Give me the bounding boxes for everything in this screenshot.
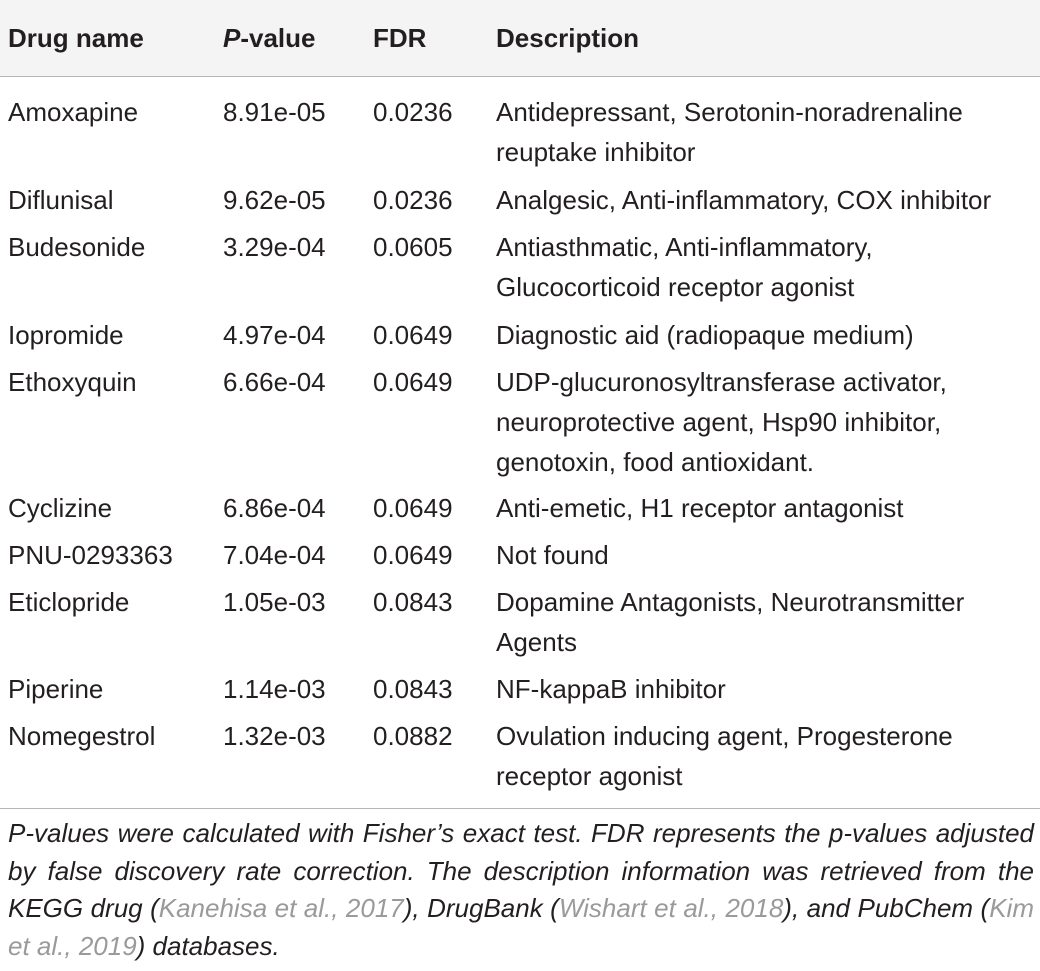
cell-p-value: 6.86e-04: [223, 493, 326, 523]
cell-drug-name: Nomegestrol: [8, 721, 156, 751]
cell-fdr: 0.0882: [373, 721, 453, 751]
cell-description-line: Dopamine Antagonists, Neurotransmitter: [496, 587, 965, 617]
cell-fdr: 0.0649: [373, 493, 453, 523]
cell-drug-name: Cyclizine: [8, 493, 113, 523]
cell-drug-name: Eticlopride: [8, 587, 130, 617]
cell-fdr: 0.0843: [373, 587, 453, 617]
cell-description-line: reuptake inhibitor: [496, 137, 696, 167]
cell-p-value: 9.62e-05: [223, 185, 326, 215]
cell-fdr: 0.0236: [373, 185, 453, 215]
header-fdr: FDR: [373, 23, 427, 53]
header-p-value: [223, 18, 316, 58]
cell-p-value: 4.97e-04: [223, 320, 326, 350]
header-p-italic: P: [223, 23, 241, 53]
cell-description-line: Glucocorticoid receptor agonist: [496, 272, 855, 302]
cell-drug-name: Iopromide: [8, 320, 124, 350]
footnote-ref-kim[interactable]: Kim et al., 2019: [8, 893, 1034, 961]
cell-description-line: Not found: [496, 540, 609, 570]
cell-description-line: UDP-glucuronosyltransferase activator,: [496, 367, 947, 397]
cell-description-line: receptor agonist: [496, 761, 683, 791]
cell-drug-name: Piperine: [8, 674, 104, 704]
cell-description-line: Anti-emetic, H1 receptor antagonist: [496, 493, 904, 523]
cell-fdr: 0.0843: [373, 674, 453, 704]
header-p-rest: -value: [240, 23, 316, 53]
cell-fdr: 0.0605: [373, 232, 453, 262]
table-footnote: [8, 815, 1034, 965]
cell-description-line: genotoxin, food antioxidant.: [496, 447, 815, 477]
cell-drug-name: Diflunisal: [8, 185, 114, 215]
header-description: Description: [496, 23, 640, 53]
cell-fdr: 0.0649: [373, 367, 453, 397]
cell-drug-name: Amoxapine: [8, 97, 139, 127]
table-bottom-rule: [0, 808, 1040, 809]
cell-description-line: Antiasthmatic, Anti-inflammatory,: [496, 232, 873, 262]
cell-drug-name: Budesonide: [8, 232, 146, 262]
footnote-ref-kanehisa[interactable]: Kanehisa et al., 2017: [158, 893, 404, 923]
header-drug-name: Drug name: [8, 23, 144, 53]
cell-description-line: Analgesic, Anti-inflammatory, COX inhibitor: [496, 185, 992, 215]
cell-drug-name: Ethoxyquin: [8, 367, 137, 397]
cell-p-value: 1.14e-03: [223, 674, 326, 704]
cell-p-value: 1.32e-03: [223, 721, 326, 751]
cell-description-line: Diagnostic aid (radiopaque medium): [496, 320, 914, 350]
cell-description-line: neuroprotective agent, Hsp90 inhibitor,: [496, 407, 942, 437]
footnote-ref-wishart[interactable]: Wishart et al., 2018: [558, 893, 784, 923]
cell-p-value: 7.04e-04: [223, 540, 326, 570]
cell-description-line: Ovulation inducing agent, Progesterone: [496, 721, 953, 751]
cell-description-line: NF-kappaB inhibitor: [496, 674, 726, 704]
footnote-text-2: ), DrugBank (: [403, 893, 559, 923]
cell-p-value: 3.29e-04: [223, 232, 326, 262]
footnote-text-3: ), and PubChem (: [783, 893, 990, 923]
cell-fdr: 0.0236: [373, 97, 453, 127]
cell-fdr: 0.0649: [373, 320, 453, 350]
table-header-row: [0, 0, 1040, 77]
cell-p-value: 1.05e-03: [223, 587, 326, 617]
footnote-text-4: ) databases.: [136, 930, 280, 961]
footnote-text-1: P-values were calculated with Fisher’s exact test. FDR represents the p-values adjusted by false discovery rate correction. The description information was retrieved from the KEGG drug (: [8, 818, 1034, 923]
cell-description-line: Agents: [496, 627, 577, 657]
cell-fdr: 0.0649: [373, 540, 453, 570]
cell-description-line: Antidepressant, Serotonin-noradrenaline: [496, 97, 963, 127]
cell-p-value: 6.66e-04: [223, 367, 326, 397]
cell-p-value: 8.91e-05: [223, 97, 326, 127]
cell-drug-name: PNU-0293363: [8, 540, 173, 570]
